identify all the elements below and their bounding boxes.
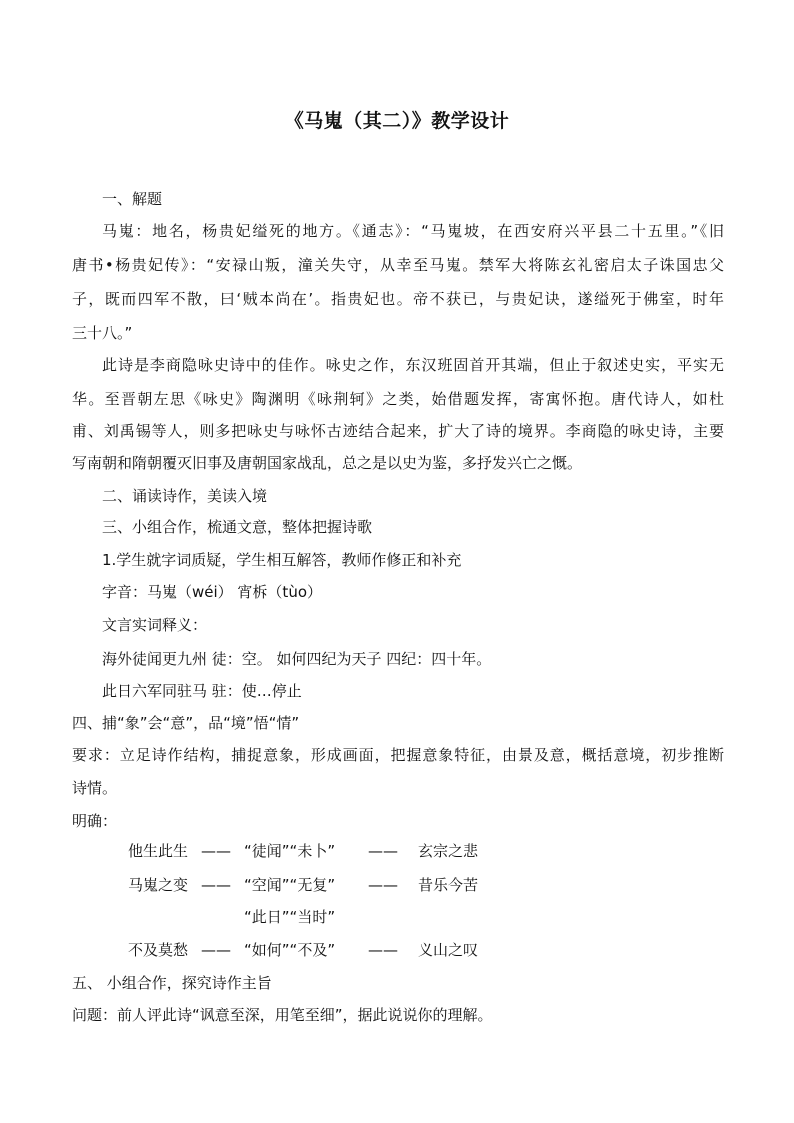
pronunciation-line: 字音：马嵬（wéi） 宵柝（tùo）: [102, 583, 322, 601]
table-cell-right: 义山之叹: [418, 941, 479, 959]
table-cell-right: 玄宗之悲: [418, 842, 479, 860]
table-dash: ——: [368, 842, 398, 860]
table-cell-middle: “如何”“不及”: [244, 941, 336, 959]
table-cell-middle: “徒闻”“未卜”: [244, 842, 336, 860]
page-title: 《马嵬（其二）》教学设计: [284, 110, 510, 132]
requirement-line: 诗情。: [72, 779, 118, 797]
table-dash: ——: [201, 876, 231, 894]
table-cell-middle: “空闻”“无复”: [244, 876, 336, 894]
paragraph-line: 唐书•杨贵妃传》：“安禄山叛，潼关失守，从幸至马嵬。禁军大将陈玄礼密启太子诛国忠父: [72, 256, 724, 274]
paragraph-line: 三十八。”: [72, 324, 133, 342]
paragraph-line: 此诗是李商隐咏史诗中的佳作。咏史之作，东汉班固首开其端，但止于叙述史实，平实无: [102, 356, 724, 374]
paragraph-line: 马嵬：地名，杨贵妃缢死的地方。《通志》：“马嵬坡，在西安府兴平县二十五里。”《旧: [102, 222, 724, 240]
table-dash: ——: [201, 842, 231, 860]
table-cell-left: 他生此生: [128, 842, 189, 860]
section-heading-5: 五、 小组合作，探究诗作主旨: [72, 974, 272, 992]
paragraph-line: 写南朝和隋朝覆灭旧事及唐朝国家战乱，总之是以史为鉴，多抒发兴亡之慨。: [72, 454, 583, 472]
table-dash: ——: [368, 941, 398, 959]
table-cell-right: 昔乐今苦: [418, 876, 479, 894]
question-line: 问题：前人评此诗“讽意至深，用笔至细”，据此说说你的理解。: [72, 1006, 493, 1024]
section-heading-1: 一、解题: [102, 190, 163, 208]
list-item: 1.学生就字词质疑，学生相互解答，教师作修正和补充: [102, 551, 462, 569]
table-cell-left: 马嵬之变: [128, 876, 189, 894]
section-heading-4: 四、捕“象”会“意”，品“境”悟“情”: [72, 714, 300, 732]
requirement-line: 要求：立足诗作结构，捕捉意象，形成画面，把握意象特征，由景及意，概括意境，初步推断: [72, 746, 724, 764]
section-heading-2: 二、诵读诗作，美读入境: [102, 487, 268, 505]
vocab-heading: 文言实词释义：: [102, 616, 208, 634]
paragraph-line: 甫、刘禹锡等人，则多把咏史与咏怀古迹结合起来，扩大了诗的境界。李商隐的咏史诗，主要: [72, 422, 724, 440]
table-cell-left: 不及莫愁: [128, 941, 189, 959]
section-heading-3: 三、小组合作，梳通文意，整体把握诗歌: [102, 518, 373, 536]
paragraph-line: 华。至晋朝左思《咏史》陶渊明《咏荆轲》之类，始借题发挥，寄寓怀抱。唐代诗人，如杜: [72, 390, 724, 408]
table-dash: ——: [368, 876, 398, 894]
paragraph-line: 子，既而四军不散，曰‘贼本尚在’。指贵妃也。帝不获已，与贵妃诀，遂缢死于佛室，时年: [72, 290, 724, 308]
table-cell-middle: “此日”“当时”: [244, 908, 336, 926]
clarify-label: 明确：: [72, 812, 118, 830]
vocab-row: 海外徒闻更九州 徒：空。 如何四纪为天子 四纪：四十年。: [102, 650, 492, 668]
table-dash: ——: [201, 941, 231, 959]
vocab-row: 此日六军同驻马 驻：使…停止: [102, 682, 302, 700]
